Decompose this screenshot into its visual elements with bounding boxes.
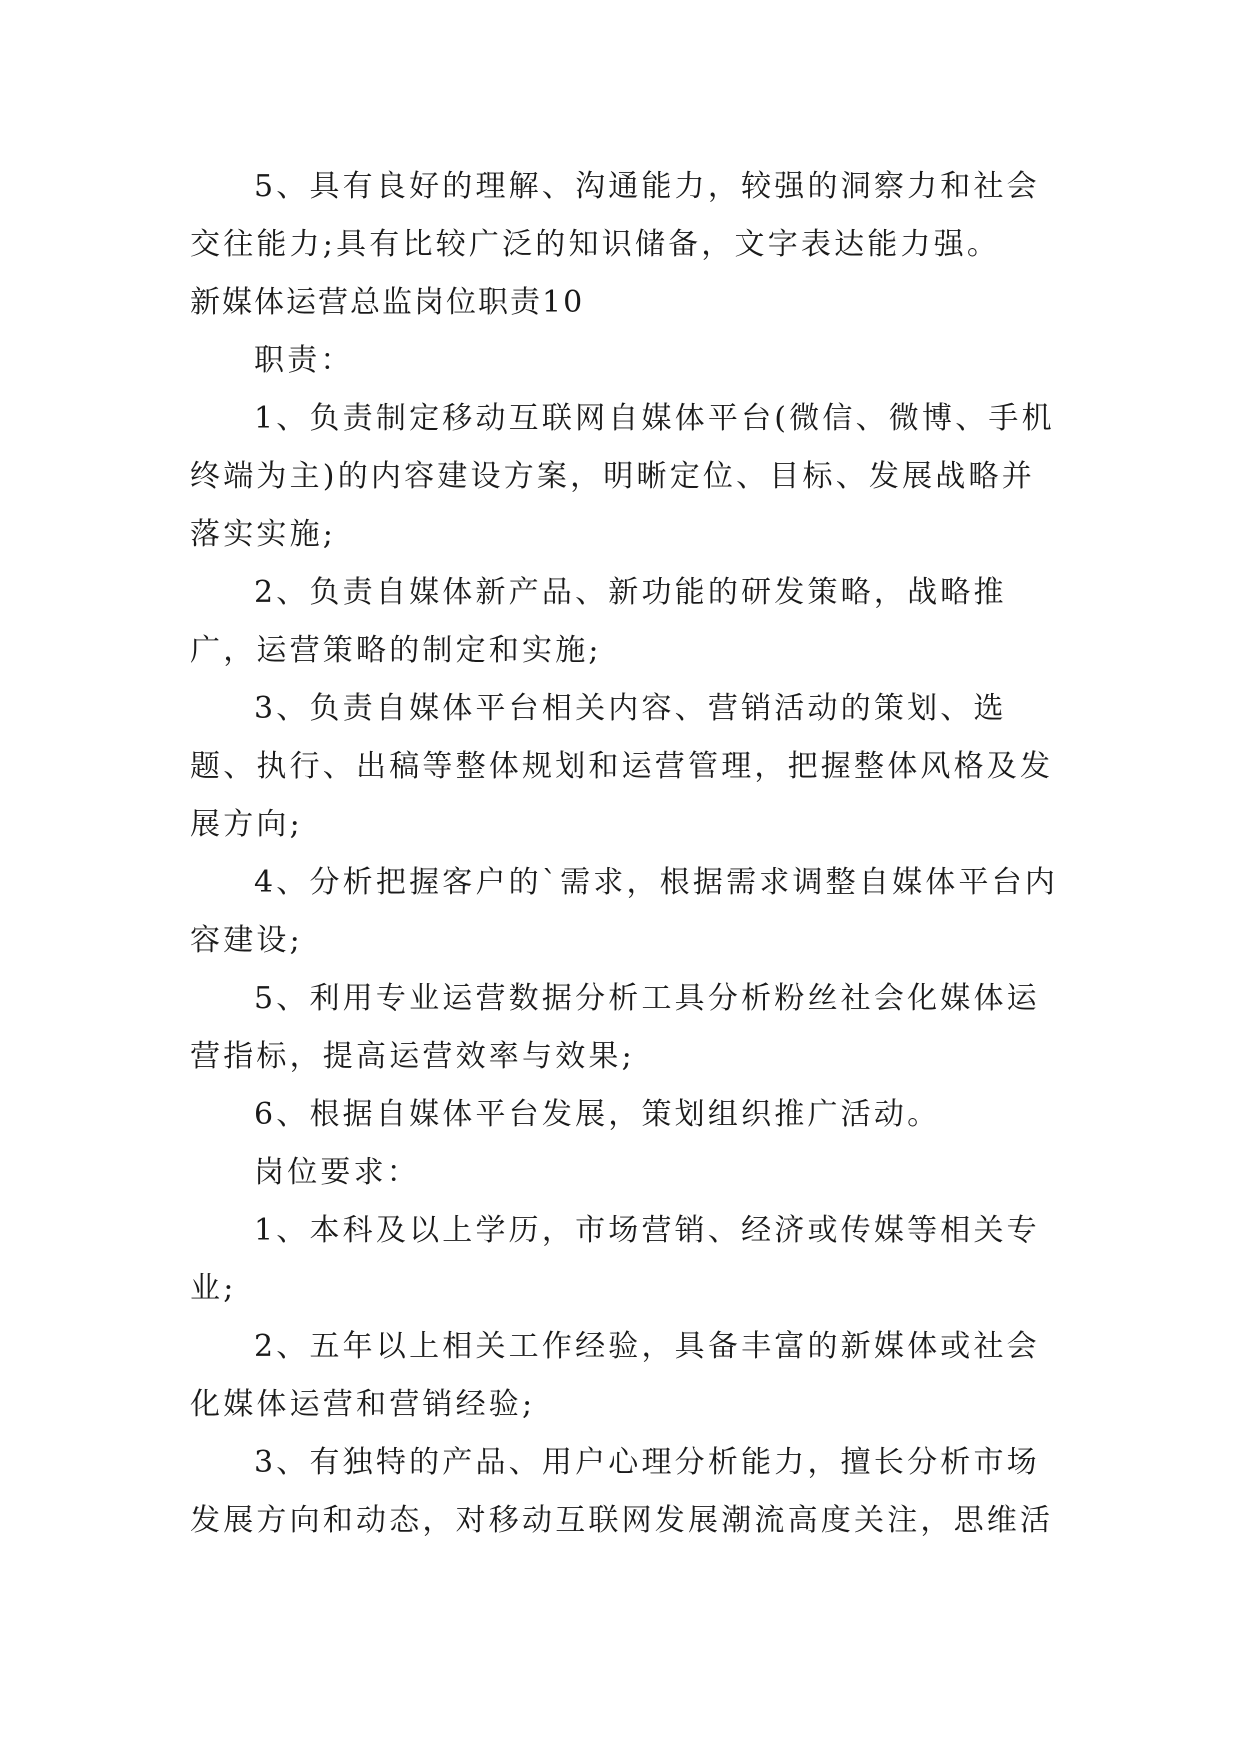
document-body <box>190 158 1068 1550</box>
paragraph-duty-1: 1、负责制定移动互联网自媒体平台(微信、微博、手机终端为主)的内容建设方案，明晰定位、目标、发展战略并落实实施; <box>190 401 1055 552</box>
paragraph-requirement-5-prev: 5、具有良好的理解、沟通能力，较强的洞察力和社会交往能力;具有比较广泛的知识储备，文字表达能力强。 <box>190 169 1040 262</box>
paragraph-duty-6: 6、根据自媒体平台发展，策划组织推广活动。 <box>254 1097 941 1132</box>
requirements-label: 岗位要求： <box>254 1155 420 1190</box>
paragraph-requirement-2: 2、五年以上相关工作经验，具备丰富的新媒体或社会化媒体运营和营销经验; <box>190 1329 1040 1422</box>
paragraph-duty-4: 4、分析把握客户的`需求，根据需求调整自媒体平台内容建设; <box>190 865 1059 958</box>
section-heading: 新媒体运营总监岗位职责10 <box>190 285 585 320</box>
paragraph-duty-2: 2、负责自媒体新产品、新功能的研发策略，战略推广，运营策略的制定和实施; <box>190 575 1007 668</box>
paragraph-requirement-1: 1、本科及以上学历，市场营销、经济或传媒等相关专业; <box>190 1213 1040 1306</box>
paragraph-duty-5: 5、利用专业运营数据分析工具分析粉丝社会化媒体运营指标，提高运营效率与效果; <box>190 981 1040 1074</box>
duties-label: 职责： <box>254 343 354 378</box>
paragraph-requirement-3: 3、有独特的产品、用户心理分析能力，擅长分析市场发展方向和动态，对移动互联网发展潮流高度关注，思维活 <box>190 1445 1054 1538</box>
paragraph-duty-3: 3、负责自媒体平台相关内容、营销活动的策划、选题、执行、出稿等整体规划和运营管理，把握整体风格及发展方向; <box>190 691 1054 842</box>
